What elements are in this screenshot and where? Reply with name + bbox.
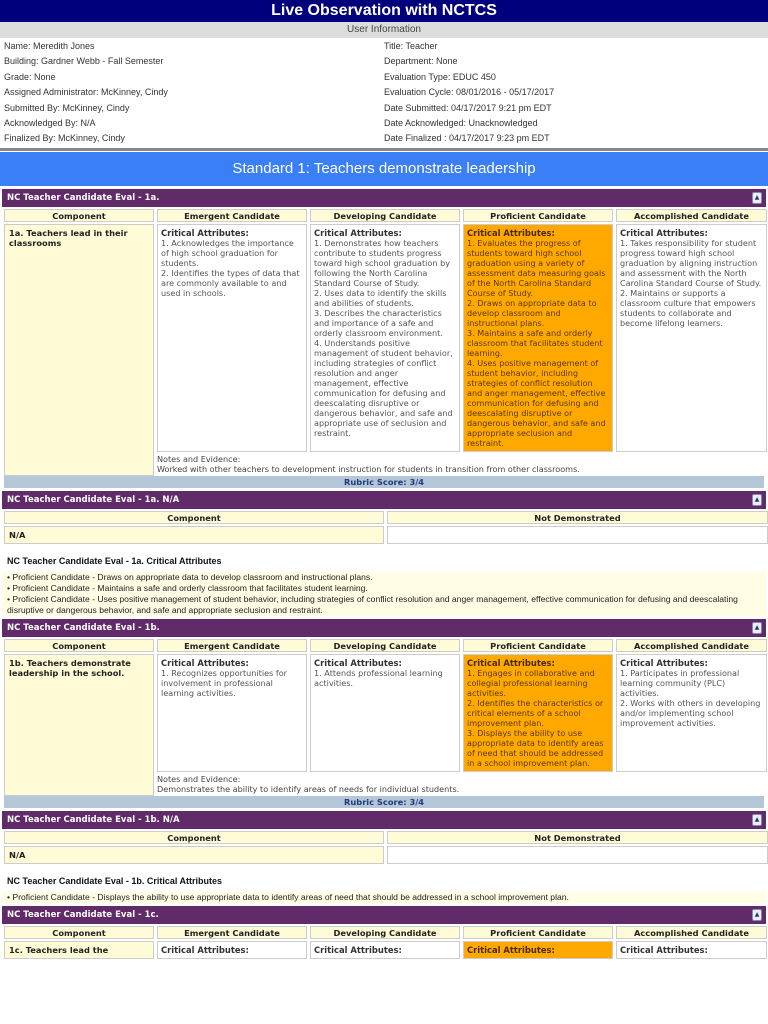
collapse-toggle-icon[interactable]: ▲ xyxy=(752,814,762,826)
info-field: Date Submitted: 04/17/2017 9:21 pm EDT xyxy=(384,102,552,113)
rubric-score: Rubric Score: 3/4 xyxy=(4,796,764,808)
critical-attributes-text: 1. Evaluates the progress of students toward high school graduation using a variety of assessment data measuring goals of the North Carolina Standard Course of Study. 2. Draws on appropriate data to develop classroom and instructional plans. 3. Maintains a safe and orderly classroom that facilitates student learning. 4. Uses positive management of student behavior, including strategies of conflict resolution and anger management, effective communication for defusing and deescalating disruptive or dangerous behavior, and safe and appropriate seclusion and restraint. xyxy=(467,237,606,448)
critical-attributes-text: 1. Engages in collaborative and collegial professional learning activities. 2. Identifies the characteristics or critical elements of a school improvement plan. 3. Displays the ability to use appropriate data to identify areas of need that should be addressed in a school improvement plan. xyxy=(467,667,604,768)
eval-section-title: NC Teacher Candidate Eval - 1a. xyxy=(7,192,160,203)
na-table xyxy=(2,509,766,547)
critical-attributes-label: Critical Attributes: xyxy=(467,227,555,238)
notes-label: Notes and Evidence: xyxy=(157,453,241,464)
column-header: Developing Candidate xyxy=(310,209,460,222)
rubric-table xyxy=(2,924,766,959)
eval-section-header xyxy=(2,811,766,829)
eval-section xyxy=(2,189,766,488)
critical-attributes-label: Critical Attributes: xyxy=(314,657,402,668)
critical-attributes-label: Critical Attributes: xyxy=(161,657,249,668)
user-info xyxy=(0,38,768,151)
critical-attributes-label: Critical Attributes: xyxy=(620,227,708,238)
critical-attribute-item: • Proficient Candidate - Displays the ability to use appropriate data to identify areas of need that should be addressed in a school improvement plan. xyxy=(2,892,766,903)
critical-attributes-title: NC Teacher Candidate Eval - 1b. Critical Attributes xyxy=(7,875,223,886)
info-field: Title: Teacher xyxy=(384,41,438,51)
eval-section-title: NC Teacher Candidate Eval - 1c. xyxy=(7,909,159,920)
standard-banner: Standard 1: Teachers demonstrate leadership xyxy=(0,152,768,186)
rubric-level-cell[interactable] xyxy=(157,941,307,959)
rubric-level-cell[interactable] xyxy=(616,941,767,959)
eval-section-title: NC Teacher Candidate Eval - 1b. xyxy=(7,622,160,633)
critical-attributes-label: Critical Attributes: xyxy=(161,944,249,955)
component-cell: 1a. Teachers lead in their classrooms xyxy=(4,224,154,476)
rubric-table xyxy=(2,207,766,476)
info-field: Acknowledged By: N/A xyxy=(4,117,96,128)
critical-attribute-item: • Proficient Candidate - Uses positive management of student behavior, including strategies of conflict resolution and anger management, effective communication for defusing and deescalating disruptive or dangerous behavior, and safe and appropriate seclusion and restraint. xyxy=(2,594,766,616)
critical-attributes-list xyxy=(2,892,766,903)
info-field: Submitted By: McKinney, Cindy xyxy=(4,102,130,113)
column-header: Component xyxy=(4,639,154,652)
column-header: Developing Candidate xyxy=(310,926,460,939)
critical-attributes-text: 1. Takes responsibility for student progress toward high school graduation by aligning instruction and assessment with the North Carolina Standard Course of Study. 2. Maintains or supports a classroom culture that empowers students to collaborate and become lifelong learners. xyxy=(620,237,762,328)
user-info-left xyxy=(4,39,384,147)
collapse-toggle-icon[interactable]: ▲ xyxy=(752,192,762,204)
user-info-right xyxy=(384,39,764,147)
eval-section-header xyxy=(2,619,766,637)
column-header: Emergent Candidate xyxy=(157,926,307,939)
eval-section xyxy=(2,619,766,808)
critical-attributes-label: Critical Attributes: xyxy=(467,944,555,955)
critical-attributes-text: 1. Demonstrates how teachers contribute to students progress toward high school graduation by following the North Carolina Standard Course of Study. 2. Uses data to identify the skills and abilities of students. 3. Describes the characteristics and importance of a safe and orderly classroom environment. 4. Understands positive management of student behavior, including strategies of conflict resolution and anger management, effective communication for defusing and deescalating disruptive or dangerous behavior, and safe and appropriate use of seclusion and restraint. xyxy=(314,237,453,438)
notes-text: Worked with other teachers to development instruction for students in transition from other classrooms. xyxy=(157,463,580,474)
eval-section-header xyxy=(2,491,766,509)
user-info-header: User Information xyxy=(0,22,768,38)
not-demonstrated-cell[interactable] xyxy=(387,846,768,864)
critical-attributes-title: NC Teacher Candidate Eval - 1a. Critical Attributes xyxy=(7,555,222,566)
collapse-toggle-icon[interactable]: ▲ xyxy=(752,622,762,634)
info-field: Assigned Administrator: McKinney, Cindy xyxy=(4,87,168,98)
critical-attributes-text: 1. Attends professional learning activities. xyxy=(314,667,443,688)
column-header: Proficient Candidate xyxy=(463,209,613,222)
rubric-level-cell[interactable] xyxy=(463,941,613,959)
rubric-level-cell[interactable] xyxy=(616,224,767,452)
column-header: Not Demonstrated xyxy=(387,511,768,524)
critical-attributes-text: 1. Acknowledges the importance of high school graduation for students. 2. Identifies the types of data that are commonly available to and used in schools. xyxy=(161,237,300,298)
rubric-level-cell[interactable] xyxy=(463,224,613,452)
column-header: Accomplished Candidate xyxy=(616,639,767,652)
component-cell: N/A xyxy=(4,526,384,544)
na-table xyxy=(2,829,766,867)
column-header: Not Demonstrated xyxy=(387,831,768,844)
rubric-level-cell[interactable] xyxy=(616,654,767,772)
rubric-level-cell[interactable] xyxy=(310,941,460,959)
rubric-table xyxy=(2,637,766,796)
info-field: Finalized By: McKinney, Cindy xyxy=(4,133,125,144)
critical-attributes-text: 1. Recognizes opportunities for involvement in professional learning activities. xyxy=(161,667,287,698)
critical-attributes-summary xyxy=(2,555,766,616)
component-cell: 1c. Teachers lead the xyxy=(4,941,154,959)
critical-attributes-label: Critical Attributes: xyxy=(314,944,402,955)
eval-section-title: NC Teacher Candidate Eval - 1a. N/A xyxy=(7,494,180,505)
eval-section-header xyxy=(2,189,766,207)
info-field: Grade: None xyxy=(4,71,56,82)
notes-and-evidence xyxy=(157,772,767,796)
rubric-level-cell[interactable] xyxy=(157,224,307,452)
critical-attributes-label: Critical Attributes: xyxy=(161,227,249,238)
critical-attribute-item: • Proficient Candidate - Maintains a safe and orderly classroom that facilitates student learning. xyxy=(2,583,766,594)
notes-label: Notes and Evidence: xyxy=(157,773,241,784)
eval-section-title: NC Teacher Candidate Eval - 1b. N/A xyxy=(7,814,180,825)
critical-attributes-label: Critical Attributes: xyxy=(620,657,708,668)
eval-section xyxy=(2,491,766,547)
column-header: Emergent Candidate xyxy=(157,639,307,652)
collapse-toggle-icon[interactable]: ▲ xyxy=(752,909,762,921)
notes-text: Demonstrates the ability to identify areas of needs for individual students. xyxy=(157,783,460,794)
page-title: Live Observation with NCTCS xyxy=(0,0,768,22)
info-field: Evaluation Cycle: 08/01/2016 - 05/17/2017 xyxy=(384,87,555,98)
rubric-level-cell[interactable] xyxy=(310,224,460,452)
info-field: Date Acknowledged: Unacknowledged xyxy=(384,117,538,128)
column-header: Component xyxy=(4,831,384,844)
notes-and-evidence xyxy=(157,452,767,476)
column-header: Developing Candidate xyxy=(310,639,460,652)
rubric-level-cell[interactable] xyxy=(310,654,460,772)
component-cell: N/A xyxy=(4,846,384,864)
eval-section xyxy=(2,811,766,867)
critical-attributes-summary xyxy=(2,875,766,903)
critical-attributes-label: Critical Attributes: xyxy=(314,227,402,238)
component-cell: 1b. Teachers demonstrate leadership in the school. xyxy=(4,654,154,796)
info-field: Date Finalized : 04/17/2017 9:23 pm EDT xyxy=(384,133,550,144)
column-header: Emergent Candidate xyxy=(157,209,307,222)
eval-section-header xyxy=(2,906,766,924)
info-field: Evaluation Type: EDUC 450 xyxy=(384,71,496,82)
critical-attributes-label: Critical Attributes: xyxy=(467,657,555,668)
column-header: Component xyxy=(4,511,384,524)
critical-attribute-item: • Proficient Candidate - Draws on appropriate data to develop classroom and instructional plans. xyxy=(2,572,766,583)
column-header: Proficient Candidate xyxy=(463,926,613,939)
sections xyxy=(0,189,768,959)
rubric-score: Rubric Score: 3/4 xyxy=(4,476,764,488)
eval-section xyxy=(2,906,766,959)
info-field: Name: Meredith Jones xyxy=(4,41,95,51)
column-header: Proficient Candidate xyxy=(463,639,613,652)
critical-attributes-text: 1. Participates in professional learning community (PLC) activities. 2. Works with others in developing and/or implementing school improvement activities. xyxy=(620,667,761,728)
info-field: Building: Gardner Webb - Fall Semester xyxy=(4,56,164,67)
column-header: Accomplished Candidate xyxy=(616,926,767,939)
info-field: Department: None xyxy=(384,56,458,67)
rubric-level-cell[interactable] xyxy=(463,654,613,772)
not-demonstrated-cell[interactable] xyxy=(387,526,768,544)
collapse-toggle-icon[interactable]: ▲ xyxy=(752,494,762,506)
rubric-level-cell[interactable] xyxy=(157,654,307,772)
column-header: Component xyxy=(4,926,154,939)
column-header: Accomplished Candidate xyxy=(616,209,767,222)
column-header: Component xyxy=(4,209,154,222)
critical-attributes-list xyxy=(2,572,766,616)
critical-attributes-label: Critical Attributes: xyxy=(620,944,708,955)
